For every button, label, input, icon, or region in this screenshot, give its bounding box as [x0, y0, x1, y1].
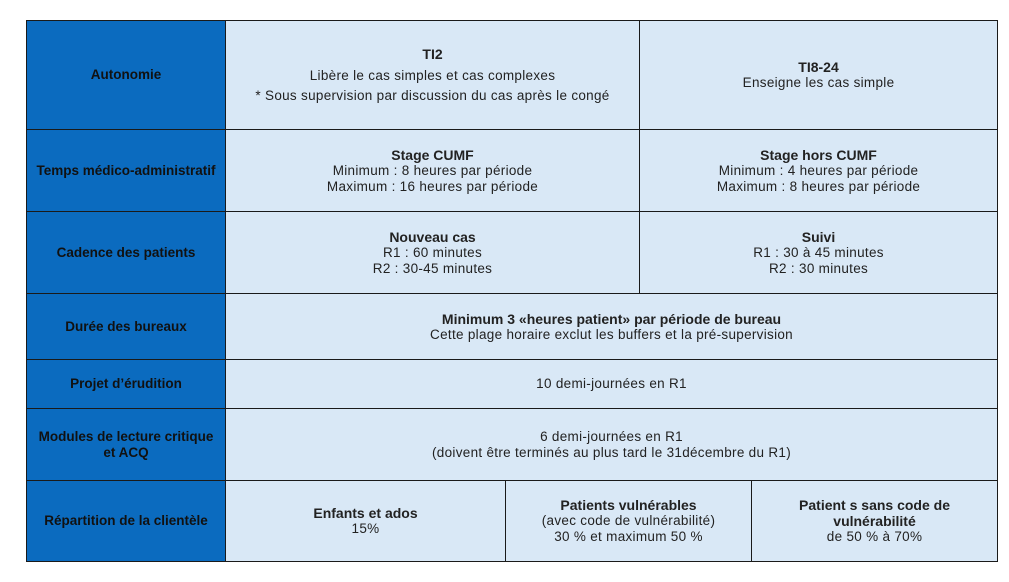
temps-hors-cumf-line1: Minimum : 4 heures par période	[718, 162, 919, 178]
temps-cumf-title: Stage CUMF	[391, 146, 474, 163]
row-header-cadence: Cadence des patients	[27, 212, 226, 294]
cadence-nouveau-cell	[226, 212, 640, 294]
cadence-suivi-line1: R1 : 30 à 45 minutes	[753, 244, 884, 260]
row-header-duree: Durée des bureaux	[27, 294, 226, 360]
autonomie-ti2-line1: Libère le cas simples et cas complexes	[309, 68, 556, 83]
projet-cell	[226, 360, 998, 409]
duree-title: Minimum 3 «heures patient» par période de bureau	[441, 310, 782, 327]
row-repartition	[27, 481, 998, 562]
autonomie-ti8-line1: Enseigne les cas simple	[742, 75, 895, 90]
autonomie-ti8-cell	[640, 21, 998, 130]
repartition-enfants-cell	[226, 481, 506, 562]
row-header-modules: Modules de lecture critique et ACQ	[27, 409, 226, 481]
repartition-enfants-line1: 15%	[351, 521, 380, 536]
projet-line1: 10 demi-journées en R1	[536, 376, 687, 391]
autonomie-ti2-line2: * Sous supervision par discussion du cas après le congé	[255, 88, 610, 103]
residency-parameters-table	[26, 20, 998, 562]
row-modules	[27, 409, 998, 481]
repartition-sans-code-line1: de 50 % à 70%	[826, 529, 923, 544]
row-projet	[27, 360, 998, 409]
temps-hors-cumf-line2: Maximum : 8 heures par période	[716, 178, 921, 194]
repartition-vulnerables-title: Patients vulnérables	[560, 497, 697, 513]
autonomie-ti8-title: TI8-24	[798, 59, 839, 75]
cadence-nouveau-line1: R1 : 60 minutes	[382, 244, 483, 260]
row-duree	[27, 294, 998, 360]
temps-cumf-cell	[226, 130, 640, 212]
duree-cell	[226, 294, 998, 360]
row-header-repartition: Répartition de la clientèle	[27, 481, 226, 562]
temps-cumf-line1: Minimum : 8 heures par période	[332, 162, 533, 178]
temps-cumf-line2: Maximum : 16 heures par période	[326, 178, 539, 194]
cadence-nouveau-line2: R2 : 30-45 minutes	[372, 260, 493, 276]
repartition-vulnerables-line2: 30 % et maximum 50 %	[554, 529, 703, 544]
row-cadence	[27, 212, 998, 294]
cadence-nouveau-title: Nouveau cas	[389, 228, 476, 245]
temps-hors-cumf-title: Stage hors CUMF	[760, 146, 877, 163]
autonomie-ti2-cell	[226, 21, 640, 130]
autonomie-ti2-title: TI2	[422, 46, 443, 62]
row-header-autonomie: Autonomie	[27, 21, 226, 130]
row-header-temps: Temps médico-administratif	[27, 130, 226, 212]
modules-line1: 6 demi-journées en R1	[540, 428, 683, 444]
repartition-enfants-title: Enfants et ados	[313, 505, 418, 521]
cadence-suivi-title: Suivi	[801, 228, 836, 245]
repartition-vulnerables-line1: (avec code de vulnérabilité)	[541, 513, 716, 528]
row-temps	[27, 130, 998, 212]
cadence-suivi-line2: R2 : 30 minutes	[769, 260, 869, 276]
modules-line2: (doivent être terminés au plus tard le 31décembre du R1)	[432, 444, 791, 460]
repartition-vulnerables-cell	[506, 481, 752, 562]
repartition-sans-code-cell	[752, 481, 998, 562]
cadence-suivi-cell	[640, 212, 998, 294]
row-header-projet: Projet d’érudition	[27, 360, 226, 409]
repartition-sans-code-title: Patient s sans code de vulnérabilité	[799, 497, 950, 529]
row-autonomie	[27, 21, 998, 130]
temps-hors-cumf-cell	[640, 130, 998, 212]
duree-line1: Cette plage horaire exclut les buffers et la pré-supervision	[430, 326, 793, 342]
modules-cell	[226, 409, 998, 481]
